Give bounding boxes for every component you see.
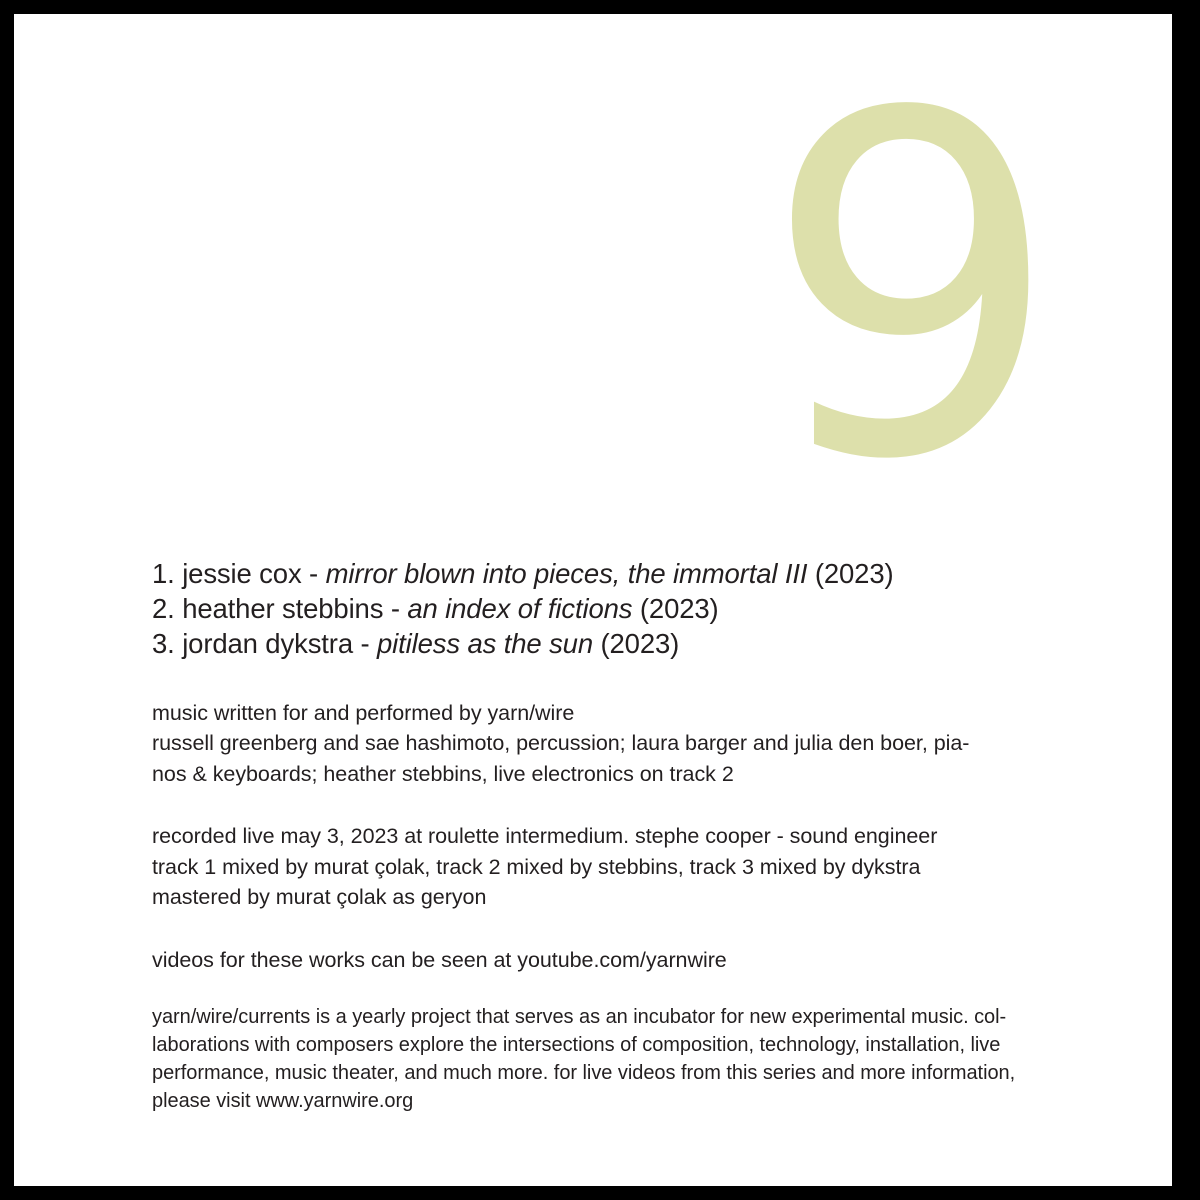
credits-line-1: music written for and performed by yarn/wire	[152, 700, 575, 725]
project-description	[152, 1003, 1052, 1115]
credits-line-3: nos & keyboards; heather stebbins, live electronics on track 2	[152, 761, 734, 786]
track-row	[152, 556, 1072, 591]
credits-line-2: russell greenberg and sae hashimoto, percussion; laura barger and julia den boer, pia-	[152, 731, 970, 756]
recording-line-1: recorded live may 3, 2023 at roulette intermedium. stephe cooper - sound engineer	[152, 824, 938, 849]
track-year: (2023)	[593, 628, 680, 660]
videos-line-1: videos for these works can be seen at youtube.com/yarnwire	[152, 947, 727, 972]
recording-line-2: track 1 mixed by murat çolak, track 2 mixed by stebbins, track 3 mixed by dykstra	[152, 854, 921, 879]
track-index: 1.	[152, 558, 175, 589]
track-index: 3.	[152, 628, 175, 660]
album-back-cover	[14, 14, 1172, 1186]
track-artist: heather stebbins -	[182, 593, 408, 625]
track-title: pitiless as the sun	[377, 628, 593, 660]
track-year: (2023)	[807, 558, 894, 589]
track-year: (2023)	[632, 593, 719, 625]
about-line-4: please visit www.yarnwire.org	[152, 1090, 414, 1113]
about-line-3: performance, music theater, and much more. for live videos from this series and more information,	[152, 1062, 1016, 1085]
track-artist: jessie cox -	[182, 558, 326, 589]
recording-line-3: mastered by murat çolak as geryon	[152, 885, 487, 910]
liner-notes	[152, 556, 1072, 1115]
track-title: an index of fictions	[407, 593, 633, 625]
video-note	[152, 945, 1072, 976]
track-artist: jordan dykstra -	[182, 628, 378, 660]
recording-credits	[152, 821, 1072, 913]
release-number: 9	[762, 15, 1052, 562]
track-row	[152, 591, 1072, 626]
track-title: mirror blown into pieces, the immortal III	[325, 558, 808, 589]
track-row	[152, 626, 1072, 661]
tracklist	[152, 556, 1072, 662]
track-index: 2.	[152, 593, 175, 625]
about-line-2: laborations with composers explore the intersections of composition, technology, installation, live	[152, 1034, 1001, 1057]
performer-credits	[152, 698, 1072, 790]
about-line-1: yarn/wire/currents is a yearly project that serves as an incubator for new experimental music. col-	[152, 1006, 1007, 1029]
